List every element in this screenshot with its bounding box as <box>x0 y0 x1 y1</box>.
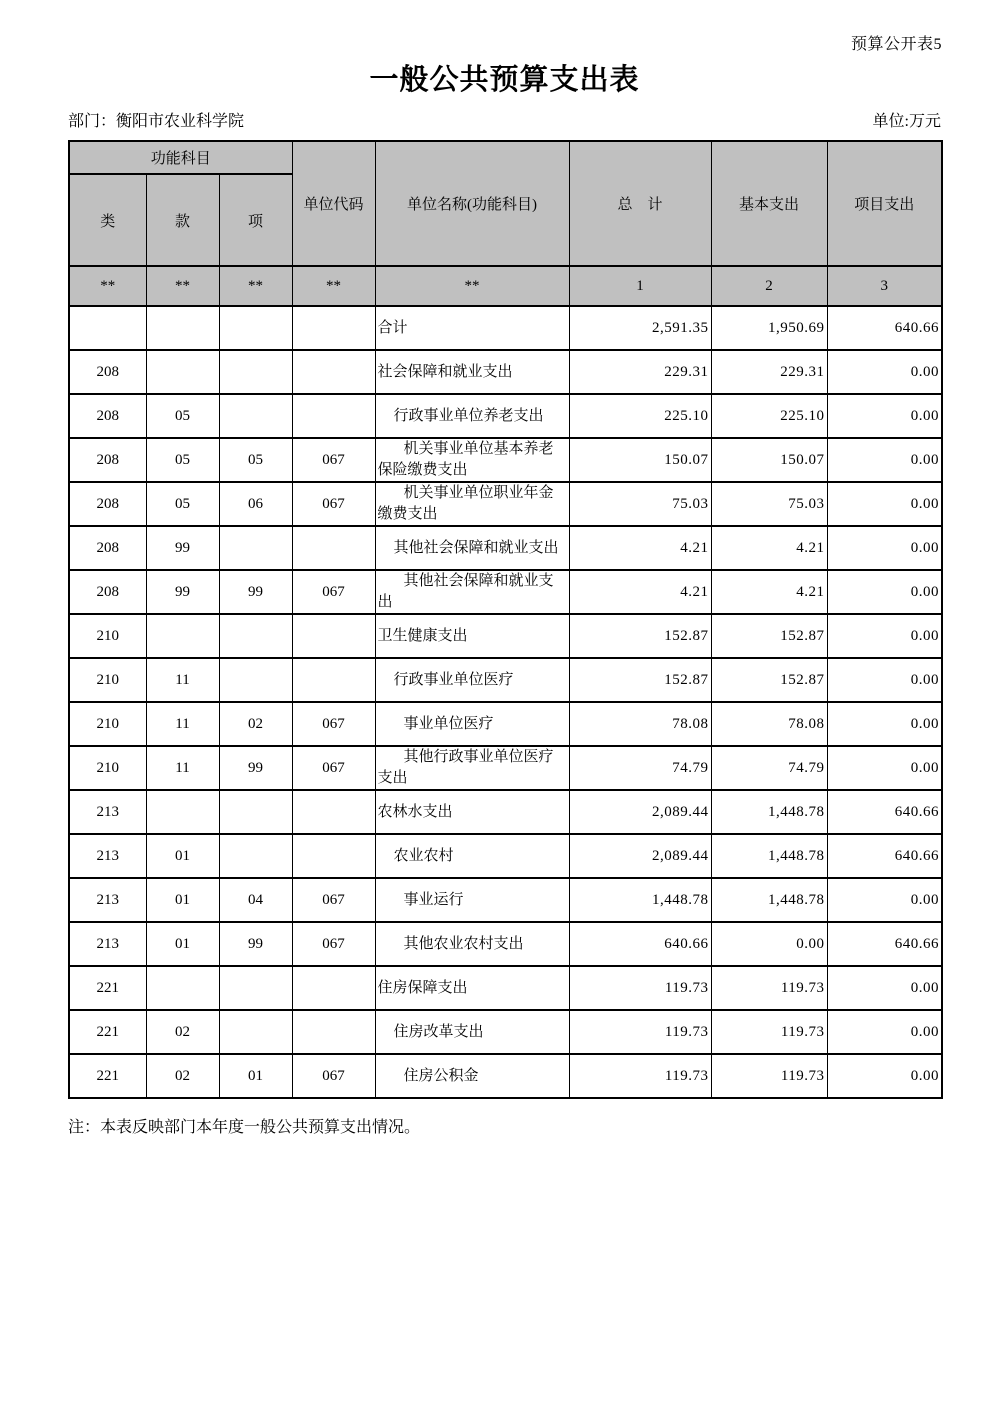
cell-section-code <box>146 350 219 394</box>
code-cell: 1 <box>569 266 711 306</box>
cell-section-code <box>146 306 219 350</box>
cell-unit-name: 其他社会保障和就业支出 <box>375 570 569 614</box>
code-cell: 2 <box>711 266 827 306</box>
cell-unit-name: 事业运行 <box>375 878 569 922</box>
cell-total: 2,089.44 <box>569 834 711 878</box>
cell-project: 0.00 <box>827 1054 942 1098</box>
cell-class-code: 210 <box>69 658 146 702</box>
cell-unit-code <box>292 658 375 702</box>
cell-section-code: 11 <box>146 658 219 702</box>
cell-basic: 78.08 <box>711 702 827 746</box>
cell-class-code <box>69 306 146 350</box>
cell-unit-code: 067 <box>292 570 375 614</box>
cell-section-code: 99 <box>146 570 219 614</box>
cell-project: 640.66 <box>827 306 942 350</box>
cell-item-code <box>219 526 292 570</box>
cell-basic: 1,448.78 <box>711 834 827 878</box>
cell-item-code <box>219 1010 292 1054</box>
cell-class-code: 208 <box>69 350 146 394</box>
cell-item-code: 05 <box>219 438 292 482</box>
cell-unit-code <box>292 394 375 438</box>
cell-item-code: 99 <box>219 746 292 790</box>
cell-project: 0.00 <box>827 350 942 394</box>
cell-class-code: 213 <box>69 790 146 834</box>
cell-unit-code <box>292 966 375 1010</box>
header-class: 类 <box>69 174 146 266</box>
cell-basic: 152.87 <box>711 614 827 658</box>
cell-total: 78.08 <box>569 702 711 746</box>
cell-item-code: 99 <box>219 922 292 966</box>
cell-class-code: 213 <box>69 834 146 878</box>
cell-total: 2,591.35 <box>569 306 711 350</box>
cell-unit-code <box>292 350 375 394</box>
cell-basic: 150.07 <box>711 438 827 482</box>
table-row <box>69 570 942 614</box>
cell-total: 119.73 <box>569 1010 711 1054</box>
table-row <box>69 790 942 834</box>
cell-project: 0.00 <box>827 570 942 614</box>
cell-project: 0.00 <box>827 966 942 1010</box>
cell-project: 640.66 <box>827 922 942 966</box>
cell-unit-code <box>292 526 375 570</box>
header-function-group: 功能科目 <box>69 141 292 174</box>
cell-unit-name: 住房公积金 <box>375 1054 569 1098</box>
cell-unit-code: 067 <box>292 1054 375 1098</box>
cell-item-code <box>219 350 292 394</box>
cell-unit-name: 行政事业单位养老支出 <box>375 394 569 438</box>
cell-total: 2,089.44 <box>569 790 711 834</box>
cell-basic: 225.10 <box>711 394 827 438</box>
cell-unit-name: 事业单位医疗 <box>375 702 569 746</box>
cell-total: 119.73 <box>569 966 711 1010</box>
cell-project: 0.00 <box>827 746 942 790</box>
cell-project: 0.00 <box>827 878 942 922</box>
cell-item-code <box>219 966 292 1010</box>
cell-item-code <box>219 658 292 702</box>
code-cell: ** <box>69 266 146 306</box>
table-row <box>69 526 942 570</box>
cell-section-code <box>146 966 219 1010</box>
unit-label: 单位:万元 <box>872 113 941 130</box>
cell-class-code: 213 <box>69 922 146 966</box>
department-label: 部门：衡阳市农业科学院 <box>68 113 245 130</box>
cell-project: 640.66 <box>827 790 942 834</box>
cell-section-code: 01 <box>146 834 219 878</box>
cell-project: 0.00 <box>827 526 942 570</box>
table-row <box>69 746 942 790</box>
cell-unit-code <box>292 614 375 658</box>
cell-unit-name: 社会保障和就业支出 <box>375 350 569 394</box>
cell-basic: 4.21 <box>711 570 827 614</box>
cell-class-code: 221 <box>69 1010 146 1054</box>
cell-total: 4.21 <box>569 526 711 570</box>
table-row <box>69 1010 942 1054</box>
cell-basic: 1,448.78 <box>711 790 827 834</box>
cell-unit-code: 067 <box>292 438 375 482</box>
cell-section-code: 05 <box>146 438 219 482</box>
cell-basic: 0.00 <box>711 922 827 966</box>
cell-unit-name: 住房保障支出 <box>375 966 569 1010</box>
header-section: 款 <box>146 174 219 266</box>
cell-section-code: 11 <box>146 746 219 790</box>
cell-basic: 152.87 <box>711 658 827 702</box>
cell-item-code: 04 <box>219 878 292 922</box>
cell-unit-code: 067 <box>292 746 375 790</box>
cell-class-code: 210 <box>69 702 146 746</box>
table-row <box>69 438 942 482</box>
table-row <box>69 1054 942 1098</box>
cell-class-code: 210 <box>69 746 146 790</box>
cell-section-code: 02 <box>146 1054 219 1098</box>
header-row-top <box>69 141 942 174</box>
cell-unit-name: 卫生健康支出 <box>375 614 569 658</box>
cell-unit-name: 其他社会保障和就业支出 <box>375 526 569 570</box>
cell-total: 229.31 <box>569 350 711 394</box>
cell-unit-code: 067 <box>292 922 375 966</box>
cell-unit-name: 机关事业单位职业年金缴费支出 <box>375 482 569 526</box>
cell-total: 225.10 <box>569 394 711 438</box>
cell-project: 0.00 <box>827 438 942 482</box>
cell-class-code: 221 <box>69 966 146 1010</box>
cell-section-code: 01 <box>146 922 219 966</box>
cell-project: 0.00 <box>827 614 942 658</box>
cell-unit-code: 067 <box>292 702 375 746</box>
cell-project: 0.00 <box>827 1010 942 1054</box>
cell-unit-name: 农林水支出 <box>375 790 569 834</box>
cell-basic: 119.73 <box>711 1054 827 1098</box>
cell-section-code <box>146 790 219 834</box>
cell-total: 74.79 <box>569 746 711 790</box>
cell-class-code: 208 <box>69 438 146 482</box>
cell-total: 75.03 <box>569 482 711 526</box>
table-row <box>69 966 942 1010</box>
cell-unit-name: 农业农村 <box>375 834 569 878</box>
table-row <box>69 614 942 658</box>
header-unit-name: 单位名称(功能科目) <box>375 141 569 266</box>
cell-section-code: 11 <box>146 702 219 746</box>
doc-sheet-label: 预算公开表5 <box>850 36 942 53</box>
cell-basic: 1,448.78 <box>711 878 827 922</box>
cell-item-code: 01 <box>219 1054 292 1098</box>
cell-unit-name: 行政事业单位医疗 <box>375 658 569 702</box>
code-cell: ** <box>375 266 569 306</box>
cell-item-code: 06 <box>219 482 292 526</box>
cell-section-code: 05 <box>146 482 219 526</box>
header-unit-code: 单位代码 <box>292 141 375 266</box>
cell-unit-code <box>292 1010 375 1054</box>
header-code-row <box>69 266 942 306</box>
code-cell: ** <box>146 266 219 306</box>
cell-project: 0.00 <box>827 394 942 438</box>
meta-row <box>68 108 941 131</box>
cell-section-code: 01 <box>146 878 219 922</box>
cell-class-code: 208 <box>69 526 146 570</box>
table-row <box>69 834 942 878</box>
cell-basic: 75.03 <box>711 482 827 526</box>
cell-section-code <box>146 614 219 658</box>
header-project: 项目支出 <box>827 141 942 266</box>
code-cell: ** <box>292 266 375 306</box>
header-item: 项 <box>219 174 292 266</box>
budget-table <box>68 140 943 1099</box>
cell-item-code: 02 <box>219 702 292 746</box>
cell-class-code: 213 <box>69 878 146 922</box>
header-total: 总 计 <box>569 141 711 266</box>
cell-class-code: 221 <box>69 1054 146 1098</box>
page-title: 一般公共预算支出表 <box>369 64 640 96</box>
header-basic: 基本支出 <box>711 141 827 266</box>
cell-class-code: 210 <box>69 614 146 658</box>
cell-section-code: 99 <box>146 526 219 570</box>
cell-total: 152.87 <box>569 614 711 658</box>
cell-class-code: 208 <box>69 570 146 614</box>
cell-total: 1,448.78 <box>569 878 711 922</box>
cell-project: 0.00 <box>827 482 942 526</box>
cell-item-code: 99 <box>219 570 292 614</box>
cell-basic: 119.73 <box>711 1010 827 1054</box>
table-row <box>69 394 942 438</box>
cell-unit-name: 其他行政事业单位医疗支出 <box>375 746 569 790</box>
table-row <box>69 702 942 746</box>
cell-basic: 4.21 <box>711 526 827 570</box>
cell-item-code <box>219 306 292 350</box>
cell-section-code: 02 <box>146 1010 219 1054</box>
table-row <box>69 878 942 922</box>
code-cell: ** <box>219 266 292 306</box>
cell-basic: 119.73 <box>711 966 827 1010</box>
cell-unit-name: 住房改革支出 <box>375 1010 569 1054</box>
cell-unit-name: 其他农业农村支出 <box>375 922 569 966</box>
cell-item-code <box>219 834 292 878</box>
cell-section-code: 05 <box>146 394 219 438</box>
cell-item-code <box>219 394 292 438</box>
cell-class-code: 208 <box>69 394 146 438</box>
cell-unit-name: 合计 <box>375 306 569 350</box>
cell-basic: 74.79 <box>711 746 827 790</box>
cell-class-code: 208 <box>69 482 146 526</box>
cell-project: 0.00 <box>827 702 942 746</box>
cell-basic: 229.31 <box>711 350 827 394</box>
table-row <box>69 482 942 526</box>
cell-project: 0.00 <box>827 658 942 702</box>
cell-item-code <box>219 790 292 834</box>
code-cell: 3 <box>827 266 942 306</box>
cell-total: 119.73 <box>569 1054 711 1098</box>
cell-unit-code: 067 <box>292 878 375 922</box>
cell-total: 640.66 <box>569 922 711 966</box>
cell-total: 150.07 <box>569 438 711 482</box>
cell-total: 4.21 <box>569 570 711 614</box>
table-row <box>69 922 942 966</box>
cell-basic: 1,950.69 <box>711 306 827 350</box>
cell-project: 640.66 <box>827 834 942 878</box>
table-row <box>69 658 942 702</box>
cell-item-code <box>219 614 292 658</box>
cell-unit-code <box>292 306 375 350</box>
cell-total: 152.87 <box>569 658 711 702</box>
cell-unit-code: 067 <box>292 482 375 526</box>
cell-unit-code <box>292 834 375 878</box>
table-row <box>69 306 942 350</box>
table-note: 注：本表反映部门本年度一般公共预算支出情况。 <box>68 1119 421 1136</box>
cell-unit-code <box>292 790 375 834</box>
table-row <box>69 350 942 394</box>
cell-unit-name: 机关事业单位基本养老保险缴费支出 <box>375 438 569 482</box>
